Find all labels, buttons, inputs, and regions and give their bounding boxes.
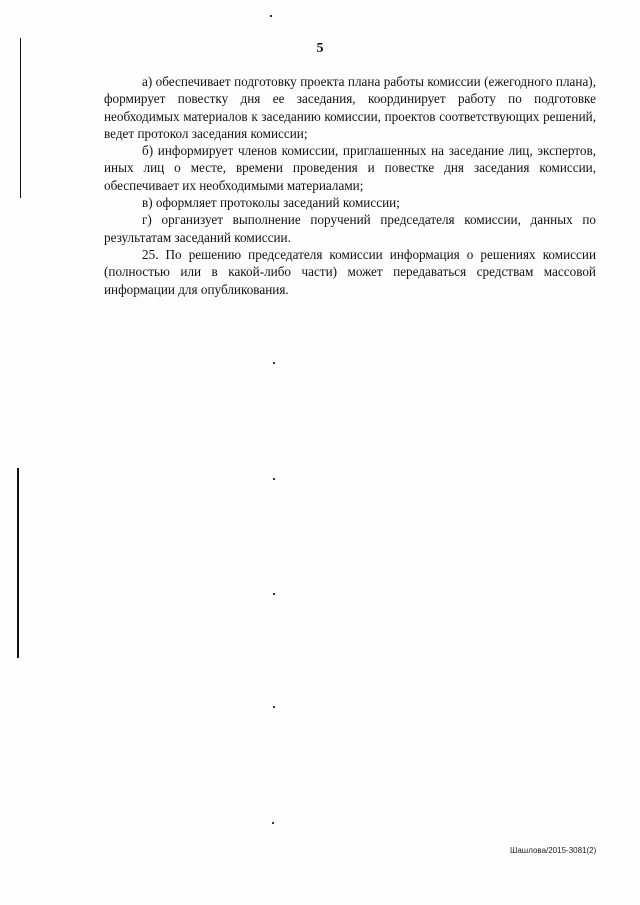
scan-edge-line-top xyxy=(20,38,21,198)
scan-edge-line-bottom xyxy=(17,468,19,658)
scan-speck xyxy=(273,593,275,595)
paragraph-b: б) информирует членов комиссии, приглашенных на заседание лиц, экспертов, иных лиц о месте, времени проведения и повестке дня заседания комиссии, обеспечивает их необходимыми материалами; xyxy=(104,143,596,193)
paragraph-25: 25. По решению председателя комиссии информация о решениях комиссии (полностью или в какой-либо части) может передаваться средствам массовой информации для опубликования. xyxy=(104,246,596,297)
scan-speck xyxy=(272,822,274,824)
scan-speck xyxy=(270,15,272,17)
document-body xyxy=(104,73,596,298)
page-number: 5 xyxy=(316,41,324,56)
paragraph-v: в) оформляет протоколы заседаний комиссии; xyxy=(142,195,400,211)
scan-speck xyxy=(273,478,275,480)
scan-speck xyxy=(273,362,275,364)
document-reference-footer: Шашлова/2015-3081(2) xyxy=(510,846,597,855)
paragraph-g: г) организует выполнение поручений председателя комиссии, данных по результатам заседаний комиссии. xyxy=(104,212,596,245)
scan-speck xyxy=(273,706,275,708)
paragraph-a: а) обеспечивает подготовку проекта плана работы комиссии (ежегодного плана), формирует повестку дня ее заседания, координирует работу по подготовке необходимых материалов к заседанию комиссии, проектов соответствующих решений, ведет протокол заседания комиссии; xyxy=(104,74,596,141)
